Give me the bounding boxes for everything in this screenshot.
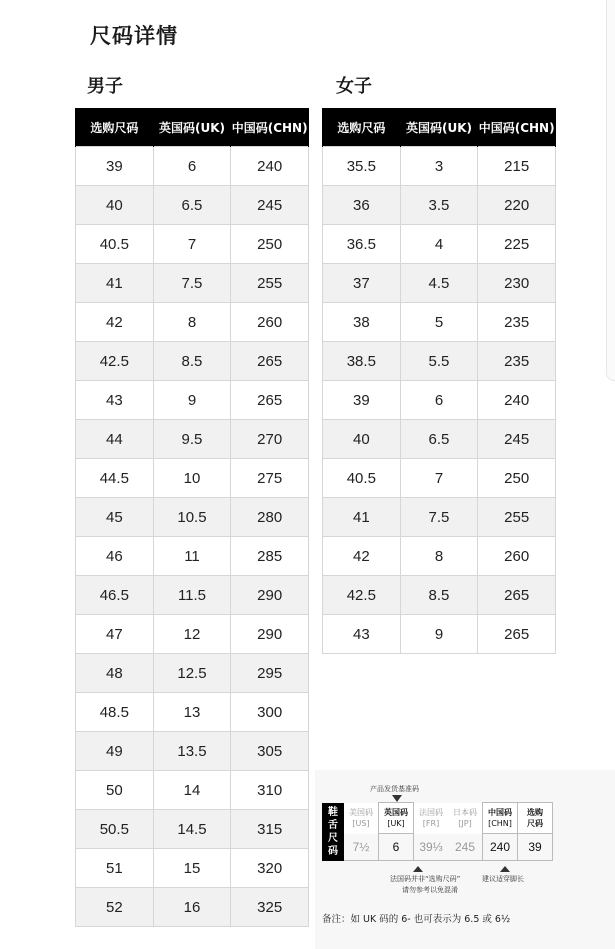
table-row [76,810,309,849]
table-row [76,186,309,225]
table-cell: 310 [231,771,309,810]
table-cell: 47 [76,615,154,654]
tongue-size-diagram [322,802,553,861]
table-cell: 45 [76,498,154,537]
table-cell: 8.5 [400,576,478,615]
diagram-value-chn: 240 [483,834,518,861]
table-cell: 42.5 [76,342,154,381]
table-cell: 41 [76,264,154,303]
table-cell: 14.5 [153,810,231,849]
diagram-header-label: 日本码 [453,808,477,817]
footnote: 备注：如 UK 码的 6- 也可表示为 6.5 或 6½ [322,914,511,925]
table-cell: 46.5 [76,576,154,615]
tongue-size-label [322,803,344,861]
diagram-header-jp [448,803,483,834]
table-row [76,537,309,576]
table-row [323,303,556,342]
table-cell: 43 [76,381,154,420]
table-cell: 40 [323,420,401,459]
page-title: 尺码详情 [90,24,178,48]
table-row [323,615,556,654]
table-row [76,420,309,459]
table-row [76,654,309,693]
table-cell: 11 [153,537,231,576]
table-cell: 40.5 [323,459,401,498]
table-row [323,420,556,459]
table-cell: 36 [323,186,401,225]
table-cell: 220 [478,186,556,225]
column-header: 中国码(CHN) [231,108,309,147]
table-cell: 320 [231,849,309,888]
table-row [76,771,309,810]
confusion-note: 请勿参考以免混淆 [402,886,458,894]
table-cell: 7 [153,225,231,264]
diagram-header-us [344,803,379,834]
table-row [76,576,309,615]
table-cell: 42 [323,537,401,576]
table-row [76,888,309,927]
table-cell: 245 [478,420,556,459]
table-row [76,615,309,654]
table-cell: 235 [478,303,556,342]
table-row [323,537,556,576]
table-cell: 225 [478,225,556,264]
table-cell: 265 [478,615,556,654]
table-cell: 15 [153,849,231,888]
table-cell: 37 [323,264,401,303]
table-cell: 275 [231,459,309,498]
table-cell: 265 [478,576,556,615]
diagram-header-uk [379,803,414,834]
table-cell: 12 [153,615,231,654]
table-cell: 5.5 [400,342,478,381]
table-cell: 215 [478,147,556,186]
table-cell: 4.5 [400,264,478,303]
diagram-value-us: 7½ [344,834,379,861]
table-cell: 250 [478,459,556,498]
table-cell: 315 [231,810,309,849]
table-cell: 6 [153,147,231,186]
table-cell: 240 [231,147,309,186]
table-row [323,225,556,264]
table-cell: 36.5 [323,225,401,264]
diagram-header-sub: [UK] [387,819,405,828]
diagram-header-select [518,803,553,834]
table-cell: 44 [76,420,154,459]
table-cell: 295 [231,654,309,693]
table-row [323,381,556,420]
table-cell: 5 [400,303,478,342]
table-row [76,381,309,420]
column-header: 英国码(UK) [153,108,231,147]
men-section-title: 男子 [87,76,123,97]
table-cell: 43 [323,615,401,654]
table-row [323,459,556,498]
table-cell: 48.5 [76,693,154,732]
table-cell: 40.5 [76,225,154,264]
table-cell: 50.5 [76,810,154,849]
table-cell: 3.5 [400,186,478,225]
table-cell: 39 [323,381,401,420]
table-cell: 14 [153,771,231,810]
table-cell: 265 [231,342,309,381]
table-cell: 11.5 [153,576,231,615]
table-row [323,186,556,225]
table-cell: 13.5 [153,732,231,771]
table-cell: 290 [231,615,309,654]
table-cell: 42.5 [323,576,401,615]
table-cell: 38.5 [323,342,401,381]
table-cell: 48 [76,654,154,693]
table-row [323,576,556,615]
table-row [323,264,556,303]
table-cell: 12.5 [153,654,231,693]
table-cell: 9 [400,615,478,654]
table-cell: 6.5 [153,186,231,225]
table-cell: 255 [231,264,309,303]
table-row [76,459,309,498]
table-cell: 6 [400,381,478,420]
table-cell: 10 [153,459,231,498]
women-section-title: 女子 [336,76,372,97]
women-size-table [322,108,556,654]
table-cell: 9.5 [153,420,231,459]
table-cell: 3 [400,147,478,186]
table-cell: 42 [76,303,154,342]
table-cell: 265 [231,381,309,420]
table-cell: 44.5 [76,459,154,498]
table-row [76,303,309,342]
table-cell: 300 [231,693,309,732]
table-cell: 230 [478,264,556,303]
table-cell: 16 [153,888,231,927]
fr-note: 法国码并非“选购尺码” [390,875,461,883]
table-row [76,342,309,381]
diagram-header-label: 英国码 [384,808,408,817]
shipping-base-label: 产品发货基准码 [370,785,419,793]
table-cell: 9 [153,381,231,420]
men-size-table [75,108,309,927]
table-cell: 49 [76,732,154,771]
diagram-value-fr: 39⅓ [414,834,449,861]
diagram-header-label: 中国码 [488,808,512,817]
table-cell: 8.5 [153,342,231,381]
table-row [76,498,309,537]
column-header: 选购尺码 [323,108,401,147]
table-cell: 245 [231,186,309,225]
table-cell: 260 [231,303,309,342]
diagram-header-fr [414,803,449,834]
table-cell: 39 [76,147,154,186]
table-cell: 260 [478,537,556,576]
table-cell: 10.5 [153,498,231,537]
table-cell: 235 [478,342,556,381]
table-cell: 7.5 [400,498,478,537]
diagram-header-sub: [FR] [422,819,440,828]
table-cell: 250 [231,225,309,264]
table-cell: 41 [323,498,401,537]
diagram-value-select: 39 [518,834,553,861]
table-row [323,147,556,186]
table-row [323,342,556,381]
table-cell: 52 [76,888,154,927]
table-cell: 270 [231,420,309,459]
table-cell: 40 [76,186,154,225]
column-header: 英国码(UK) [400,108,478,147]
diagram-header-label: 选购 [527,808,543,817]
diagram-header-label: 美国码 [349,808,373,817]
table-row [323,498,556,537]
table-cell: 46 [76,537,154,576]
column-header: 中国码(CHN) [478,108,556,147]
table-cell: 13 [153,693,231,732]
table-row [76,849,309,888]
table-cell: 6.5 [400,420,478,459]
arrow-up-icon [413,866,423,872]
diagram-header-sub: [CHN] [488,819,512,828]
table-row [76,732,309,771]
diagram-header-label: 法国码 [419,808,443,817]
table-row [76,693,309,732]
table-cell: 51 [76,849,154,888]
column-header: 选购尺码 [76,108,154,147]
table-cell: 325 [231,888,309,927]
table-cell: 7 [400,459,478,498]
table-cell: 240 [478,381,556,420]
recommend-note: 建议适穿脚长 [482,875,524,883]
scrollbar-edge[interactable] [606,0,615,381]
diagram-header-sub: [JP] [458,819,472,828]
table-cell: 7.5 [153,264,231,303]
tongue-size-label-text: 鞋舌尺码 [328,806,338,857]
table-cell: 35.5 [323,147,401,186]
table-cell: 38 [323,303,401,342]
diagram-header-sub: [US] [352,819,370,828]
diagram-value-uk: 6 [379,834,414,861]
table-cell: 305 [231,732,309,771]
table-cell: 290 [231,576,309,615]
table-row [76,225,309,264]
table-cell: 8 [400,537,478,576]
table-cell: 4 [400,225,478,264]
diagram-header-chn [483,803,518,834]
diagram-value-jp: 245 [448,834,483,861]
table-cell: 8 [153,303,231,342]
arrow-down-icon [392,795,402,802]
table-cell: 255 [478,498,556,537]
table-cell: 50 [76,771,154,810]
diagram-header-sub: 尺码 [527,819,543,828]
table-row [76,264,309,303]
table-row [76,147,309,186]
table-cell: 280 [231,498,309,537]
table-cell: 285 [231,537,309,576]
arrow-up-icon [500,866,510,872]
